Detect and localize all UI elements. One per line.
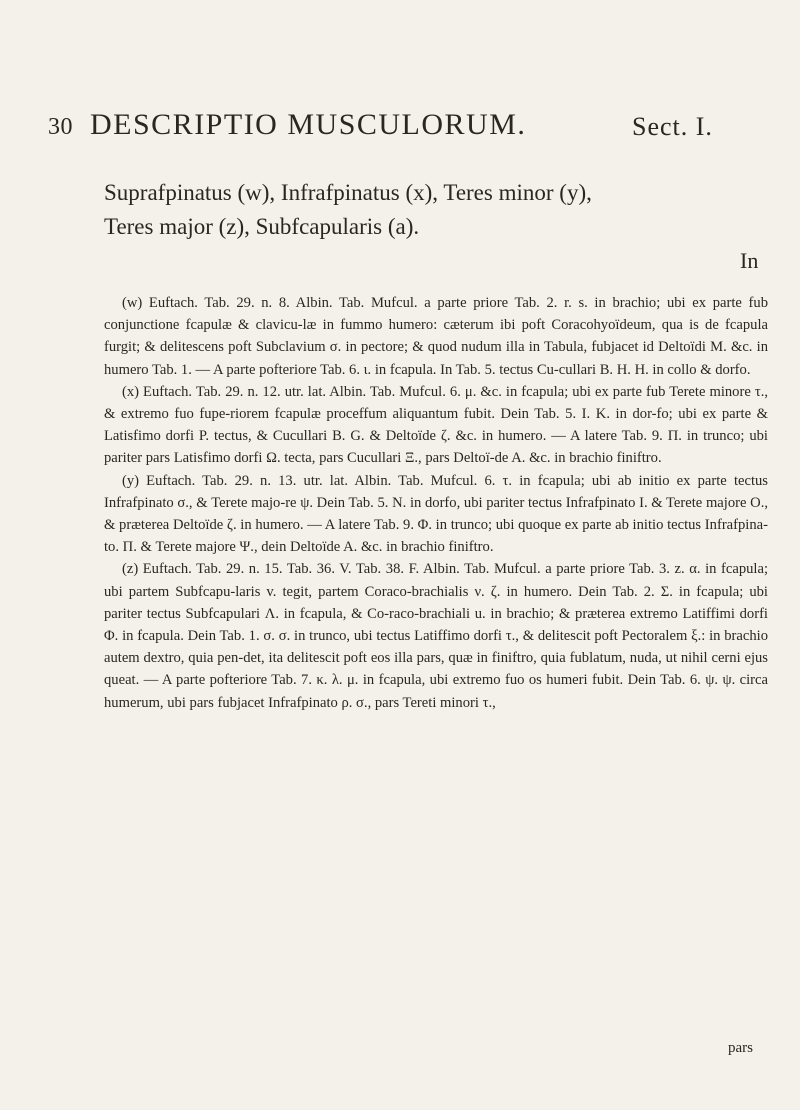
- catchword-top: In: [740, 248, 759, 273]
- running-title: DESCRIPTIO MUSCULORUM.: [90, 108, 527, 141]
- running-header: [48, 108, 768, 148]
- intro-paragraph: [104, 176, 764, 244]
- footnotes: [104, 292, 768, 714]
- section-label: Sect. I.: [632, 112, 713, 141]
- footnote-y: (y) Euftach. Tab. 29. n. 13. utr. lat. Albin. Tab. Mufcul. 6. τ. in fcapula; ubi ab initio ex parte tectus Infrafpinato σ., & Terete majo-re ψ. Dein Tab. 5. N. in dorfo, ubi pariter tectus Infrafpinato I. & Terete majore O., & præterea Deltoïde ζ. in humero. — A latere Tab. 9. Φ. in trunco; ubi quoque ex parte ab initio tectus Infrafpina-to. Π. & Terete majore Ψ., dein Deltoïde A. &c. in brachio finiftro.: [104, 472, 768, 556]
- footnote-z: (z) Euftach. Tab. 29. n. 15. Tab. 36. V. Tab. 38. F. Albin. Tab. Mufcul. a parte priore Tab. 3. z. α. in fcapula; ubi partem Subfcapu-laris v. tegit, partem Coraco-brachialis ν. ζ. in humero. Dein Tab. 2. Σ. in fcapula; ubi pariter tectus Subfcapulari Λ. in fcapula, & Co-raco-brachiali u. in brachio; & præterea extremo Latiffimi dorfi Φ. in fcapula. Dein Tab. 1. σ. σ. in trunco, ubi tectus Latiffimo dorfi τ., & delitescit poft Pectoralem ξ.: in brachio autem dextro, quia pen-det, ita delitescit poft eos illa pars, quæ in finiftro, quia fublatum, nuda, ut nihil cerni ejus queat. — A parte pofteriore Tab. 7. κ. λ. μ. in fcapula, ubi extremo fuo os humeri fubit. Dein Tab. 6. ψ. ψ. circa humerum, ubi pars fubjacet Infrafpinato ρ. σ., pars Tereti minori τ.,: [104, 561, 768, 711]
- intro-line: Suprafpinatus (w), Infrafpinatus (x), Teres minor (y),: [104, 180, 592, 205]
- catchword-bottom: pars: [728, 1040, 753, 1056]
- footnote-x: (x) Euftach. Tab. 29. n. 12. utr. lat. Albin. Tab. Mufcul. 6. μ. &c. in fcapula; ubi ex parte fub Terete minore τ., & extremo fuo fupe-riorem fcapulæ proceffum aliquantum fubit. Dein Tab. 5. I. K. in dor-fo; ubi ex parte & Latisfimo dorfi P. tectus, & Cucullari B. G. & Deltoïde ζ. &c. in humero. — A latere Tab. 9. Π. in trunco; ubi pariter pars Latisfimo dorfi Ω. tecta, pars Cucullari Ξ., pars Deltoï-de A. &c. in brachio finiftro.: [104, 383, 768, 467]
- footnote-w: (w) Euftach. Tab. 29. n. 8. Albin. Tab. Mufcul. a parte priore Tab. 2. r. s. in brachio; ubi ex parte fub conjunctione fcapulæ & clavicu-læ in fummo humero: cæterum ibi poft Coracohyoïdeum, qua is de fcapula furgit; & delitescens poft Subclavium σ. in pectore; & quod nudum illa in Tabula, fubjacet id Deltoïdi M. &c. in humero Tab. 1. — A parte pofteriore Tab. 6. ι. in fcapula. In Tab. 5. tectus Cu-cullari B. H. H. in collo & dorfo.: [104, 295, 768, 378]
- page-number: 30: [48, 114, 73, 140]
- intro-line: Teres major (z), Subfcapularis (a).: [104, 214, 420, 239]
